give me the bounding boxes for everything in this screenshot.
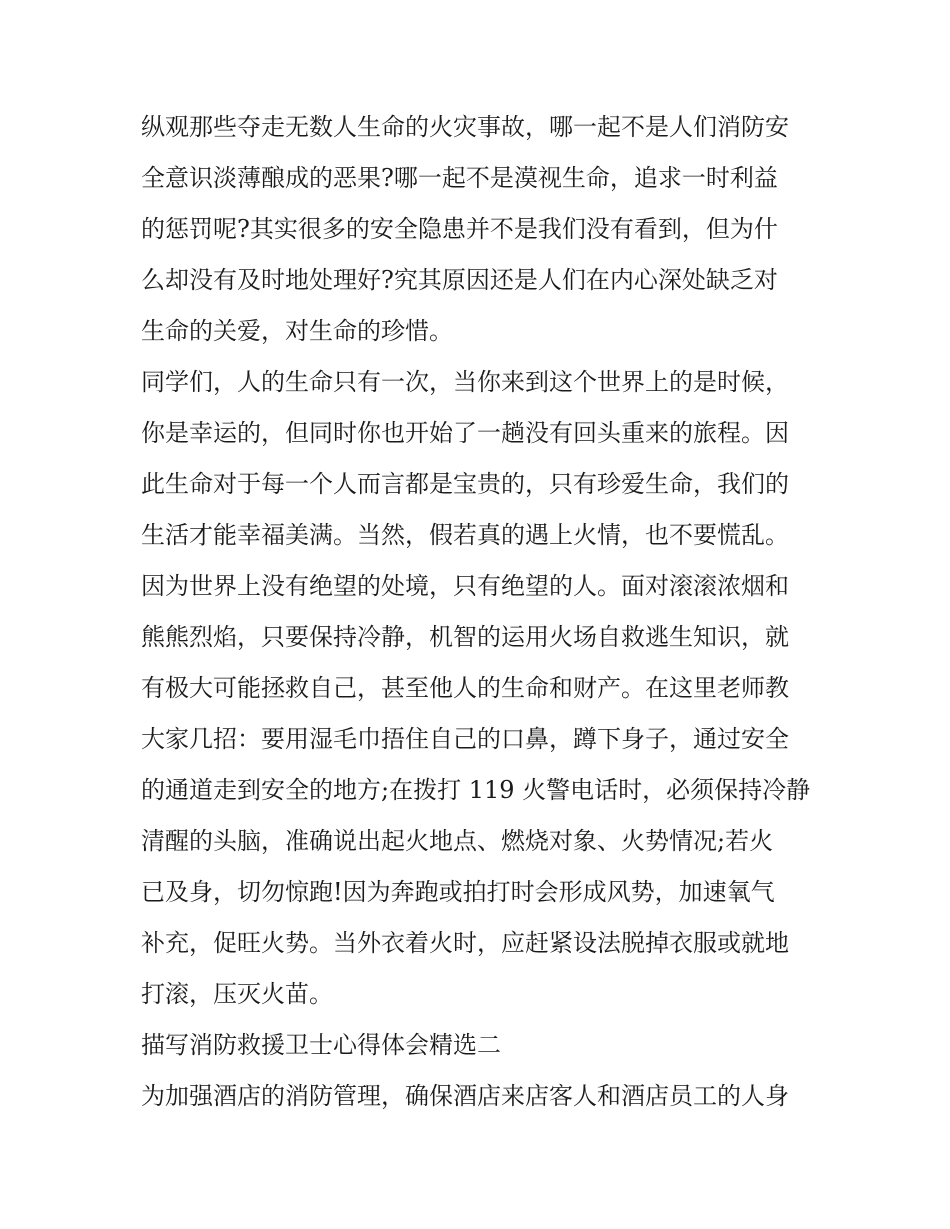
- text-line: 补充，促旺火势。当外衣着火时，应赶紧设法脱掉衣服或就地: [141, 929, 789, 957]
- text-line: 生活才能幸福美满。当然，假若真的遇上火情，也不要慌乱。: [141, 521, 789, 549]
- text-line: 因为世界上没有绝望的处境，只有绝望的人。面对滚滚浓烟和: [141, 572, 789, 600]
- paragraph-hotel-management: [141, 1071, 813, 1122]
- text-line: 已及身，切勿惊跑!因为奔跑或拍打时会形成风势，加速氧气: [141, 878, 775, 906]
- text-line: 的通道走到安全的地方;在拨打 119 火警电话时，必须保持冷静: [141, 776, 811, 804]
- text-line: 纵观那些夺走无数人生命的火灾事故，哪一起不是人们消防安: [141, 113, 789, 141]
- text-line: 为加强酒店的消防管理，确保酒店来店客人和酒店员工的人身: [141, 1082, 789, 1110]
- text-line: 的惩罚呢?其实很多的安全隐患并不是我们没有看到，但为什: [141, 215, 778, 243]
- text-line: 同学们，人的生命只有一次，当你来到这个世界上的是时候，: [141, 368, 789, 396]
- text-line: 熊熊烈焰，只要保持冷静，机智的运用火场自救逃生知识，就: [141, 623, 789, 651]
- text-line: 此生命对于每一个人而言都是宝贵的，只有珍爱生命，我们的: [141, 470, 789, 498]
- text-line: 全意识淡薄酿成的恶果?哪一起不是漠视生命，追求一时利益: [141, 164, 778, 192]
- text-line: 大家几招：要用湿毛巾捂住自己的口鼻，蹲下身子，通过安全: [141, 725, 789, 753]
- document-body: [141, 102, 813, 1122]
- paragraph-fire-accidents: [141, 102, 813, 357]
- text-line: 有极大可能拯救自己，甚至他人的生命和财产。在这里老师教: [141, 674, 789, 702]
- paragraph-students-safety: [141, 357, 813, 1020]
- text-line: 清醒的头脑，准确说出起火地点、燃烧对象、火势情况;若火: [141, 827, 774, 855]
- text-line: 么却没有及时地处理好?究其原因还是人们在内心深处缺乏对: [141, 266, 778, 294]
- text-line: 你是幸运的，但同时你也开始了一趟没有回头重来的旅程。因: [141, 419, 789, 447]
- text-line: 生命的关爱，对生命的珍惜。: [141, 317, 453, 345]
- section-heading: 描写消防救援卫士心得体会精选二: [141, 1031, 501, 1059]
- text-line: 打滚，压灭火苗。: [141, 980, 333, 1008]
